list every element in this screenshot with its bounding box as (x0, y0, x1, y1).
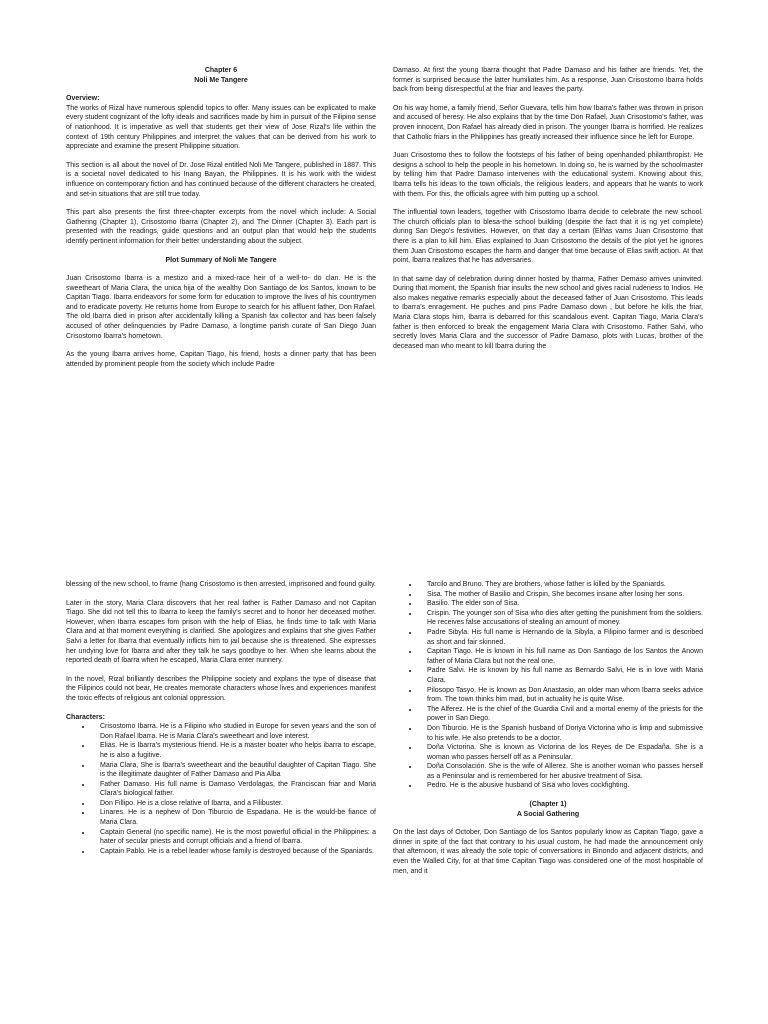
plot-paragraph: In that same day of celebration during dinner hosted by tharma, Father Demaso arrives uninvited. During that moment, the Spanish friar insults the new school and gives racial rudeness to Indios. He also makes negative remarks especially about the deceased father of Juan Crisostomo. This leads to Ibarra's enragement. He puches and pins Padre Damaso down , but before he kills the friar, Maria Clara stops him, Ibarra is debarred for this scandalous event. Capitan Tiago, Maria Clara's father is then enforced to break the engagement Maria Clara with Crisostomo. Father Salvi, who secretly loves Maria Clara and the successor of Padre Damaso, plots with Lucas, brother of the deceased man who meant to kill Ibarra during the (393, 275, 703, 350)
character-item: • Padre Salvi. He is known by his full name as Bernardo Salvi, He is in love with Maria Clara. (419, 666, 703, 685)
plot-summary-heading: Plot Summary of Noli Me Tangere (165, 256, 277, 264)
overview-paragraph: This part also presents the first three-chapter excerpts from the novel which include: A Social Gathering (Chapter 1), Crisostomo Ibarra (Chapter 2), and The Dinner (Chapter 3). Each part is presented with the readings, guide questions and an output plan that would help the students identify pertinent information for their better understanding about the subject. (66, 209, 376, 245)
characters-list (66, 722, 376, 856)
chapter1-paragraph: On the last days of October, Don Santiago de los Santos popularly know as Capitan Tiago, gave a dinner in spite of the fact that contrary to his usual custom, he had made the announcement only that afternoon, it was already the sole topic of conversations in Binondo and adjacent districts, and even the Walled City, for at that time Capitan Tiago was considered one of the most hospitable of men, and it (393, 829, 703, 875)
character-item: • Linares. He is a nephew of Don Tiburcio de Espadana. He is the would-be fiance of Maria Clara. (92, 808, 376, 827)
chapter-title: Chapter 6 (204, 67, 238, 74)
plot-paragraph: Juan Crisostomo thes to follow the footsteps of his father of being openhanded philanthropist. He designs a school to help the people in his hometown. In doing so, he is warned by the schoolmaster by telling him that Padre Damaso intervenes with the educational system. Knowing about this, Ibarra tells his ideas to the town officials, the religious leaders, and appears that he wants to work with them. For this, the officials agree with him putting up a school. (393, 152, 703, 198)
page2-left-column (66, 580, 376, 865)
character-item: • Captain General (no specific name). He is the most powerful official in the Philippines: a hater of secular priests and corrupt officials and a friend of Ibarra. (92, 828, 376, 847)
chapter-subtitle: Noli Me Tangere (194, 76, 248, 84)
chapter1-subtitle: A Social Gathering (516, 810, 580, 818)
character-item: • Don Tiburcio. He is the Spanish husband of Doriya Victorina who is limp and submissive to his wife. He also pretends to be a doctor. (419, 724, 703, 743)
character-item: • Sisa. The mother of Basilio and Crispin, She becomes insane after losing her sons. (419, 590, 703, 600)
character-item: • Pedro. He is the abusive husband of Sisa who loves cockfighting. (419, 781, 703, 791)
character-item: • Padre Sibyla. His full name is Hernando de la Sibyla, a Filipino farmer and is described as short and fair skinned. (419, 628, 703, 647)
character-item: • Crispin. The younger son of Sisa who dies after getting the punishment from the soldiers. He receives false accusations of stealing an amount of money. (419, 609, 703, 628)
character-item: • Tarcilo and Bruno. They are brothers, whose father is killed by the Spaniards. (419, 580, 703, 590)
plot-paragraph: blessing of the new school, to frame (hang Crisostomo is then arrested, imprisoned and found guilty. (66, 581, 376, 588)
character-item: • Don Fillipo. He is a close relative of Ibarra, and a Filibuster. (92, 799, 376, 809)
overview-paragraph: The works of Rizal have numerous splendid topics to offer. Many issues can be explicated to make every student cognizant of the lofty ideals and sacrifices made by him in pursuit of the Filipino sense of nationhood. It is imperative as well that students get their view of Jose Rizal's life within the context of 19th century Philippines and interpret the values that can be derived from his work to appreciate and examine the present Philippine situation. (66, 104, 376, 151)
character-item: • Father Damaso. His full name is Damaso Verdolagas, the Franciscan friar and Maria Clara's biological father. (92, 780, 376, 799)
plot-paragraph: The influential town leaders, together with Crisostomo Ibarra decide to celebrate the new school. The church officials plan to blesa-the school building (despite the fact that it is ng yet complete) during San Diego's festivities. However, on that day a certain (Elñas vams Juan Crisostomo that there is a plan to kill him. Elias explained to Juan Crisostomo the details of the plot yet he ignores them Juan Crisostomo escapes the harm and danger that time because of Elias swift action. At that point, Ibarra realizes that he has adversaries. (393, 209, 703, 265)
plot-paragraph: In the novel, Rizal brilliantly describes the Philippine society and explans the type of disease that the Filipinos could not bear, He creates memorate characters whose lives and experiences manifest the toxic effects of religious ant colonial oppression. (66, 675, 376, 702)
page2-right-column (393, 580, 703, 885)
overview-paragraph: This section is all about the novel of Dr. Jose Rizal entitled Noli Me Tangere, published in 1887. This is a societal novel dedicated to his Inang Bayan, the Philippines. It is his work with the widest influence on contemporary fiction and has continued because of the different characters he created, and set-in situations that are still true today. (66, 161, 376, 198)
character-item: • The Alferez. He is the chief of the Guardia Civil and a mortal enemy of the priests for the power in San Diego. (419, 705, 703, 724)
character-item: • Captain Pablo. He is a rebel leader whose family is destroyed because of the Spaniards. (92, 847, 376, 857)
character-item: • Maria Clara, She is Ibarra's sweetheart and the beautiful daughter of Capitan Tiago. She is the illegitimate daughter of Father Damaso and Pia Alba (92, 761, 376, 780)
character-item: • Basilio. The elder son of Sisa. (419, 599, 703, 609)
character-item: • Capitan Tiago. He is known in his full name as Don Santiago de los Santos the Anown father of Maria Clara but not the real one. (419, 647, 703, 666)
plot-paragraph: Juan Crisostomo Ibarra is a mestizo and a mixed-race heir of a well-to- do clan. He is the sweetheart of Maria Clara, the unica hija of the wealthy Don Santiago de los Santos, known to be Capitan Tiago. Ibarra endeavors for some form for education to improve the lives of his countrymen and to eradicate poverty. He returns home from Europe to search for his affluent father, Don Rafael. The old Ibarra died in prison after accidentally killing a Spanish fax collector and has been falsely accused of other delinquencies by Padre Damaso, a longtime parish curate of San Diego Juan Crisostomo Ibarra's hometown. (66, 275, 376, 340)
page1-left-column (66, 66, 376, 378)
characters-list (393, 580, 703, 791)
character-item: • Pilosopo Tasyo. He is known as Don Anastasio, an older man whom Ibarra seeks advice from. The town thinks him mad, but in actuality he is quite Wise. (419, 686, 703, 705)
character-item: • Crisostomo Ibarra. He is a Filipino who studied in Europe for seven years and the son of Don Rafael Ibarra. He is Maria Clara's sweetheart and love interest. (92, 722, 376, 741)
chapter1-title: (Chapter 1) (529, 801, 567, 809)
character-item: • Doña Victorina. She is known as Victorina de los Reyes de De Espadaña. She is a woman who passes herself off as a Peninsular. (419, 743, 703, 762)
character-item: • Doña Consolación. She is the wife of Allerez. She is another woman who passes herself as a Peninsular and is remembered for her abusive treatment of Sisa. (419, 762, 703, 781)
plot-paragraph: As the young Ibarra arrives home, Capitan Tiago, his friend, hosts a dinner party that has been attended by prominent people from the society which include Padre (66, 351, 376, 368)
overview-heading: Overview: (66, 95, 100, 103)
plot-paragraph: On his way home, a family friend, Señor Guevara, tells him how Ibarra's father was thrown in prison and accused of heresy. He also explains that by the time Don Rafael, Juan Crisostomo's father, was proven innocent, Don Rafael has already died in prison. The younger Ibarra is horrified. He realizes that Catholic friars in the Philippines has greatly increased their influence since he left for Europe. (393, 104, 703, 141)
plot-paragraph: Later in the story, Maria Clara discovers that her real father is Father Damaso and not Capitan Tiago. She did not tell this to Ibarra to keep the family's secret and to honor her deceased mother. However, when Ibarra escapes fom prison with the help of Elias, he finds time to talk with Maria Clara and at that moment everything is clarified. She apologizes and explains that she gives Father Salvi a letter for Ibarra that eventually inflicts him to jail because she is threatened. She expresses her undying love for Ibarra and after they talk he says goodbye to her. When she learns about the reported death of Ibarra when he escaped, Maria Clara enter nunnery. (66, 599, 376, 665)
plot-paragraph: Damaso. At first the young Ibarra thought that Padre Damaso and his father are friends. Yet, the former is surprised because the latter humiliates him. As a response, Juan Crisostomo Ibarra holds back from being disrespectful at the friar and leaves the party. (393, 67, 703, 94)
page1-right-column (393, 66, 703, 360)
character-item: • Elias. He is Ibarra's mysterious friend. He is a master boater who helps ibarra to escape, he is also a fugitive. (92, 741, 376, 760)
characters-heading: Characters: (66, 713, 105, 721)
